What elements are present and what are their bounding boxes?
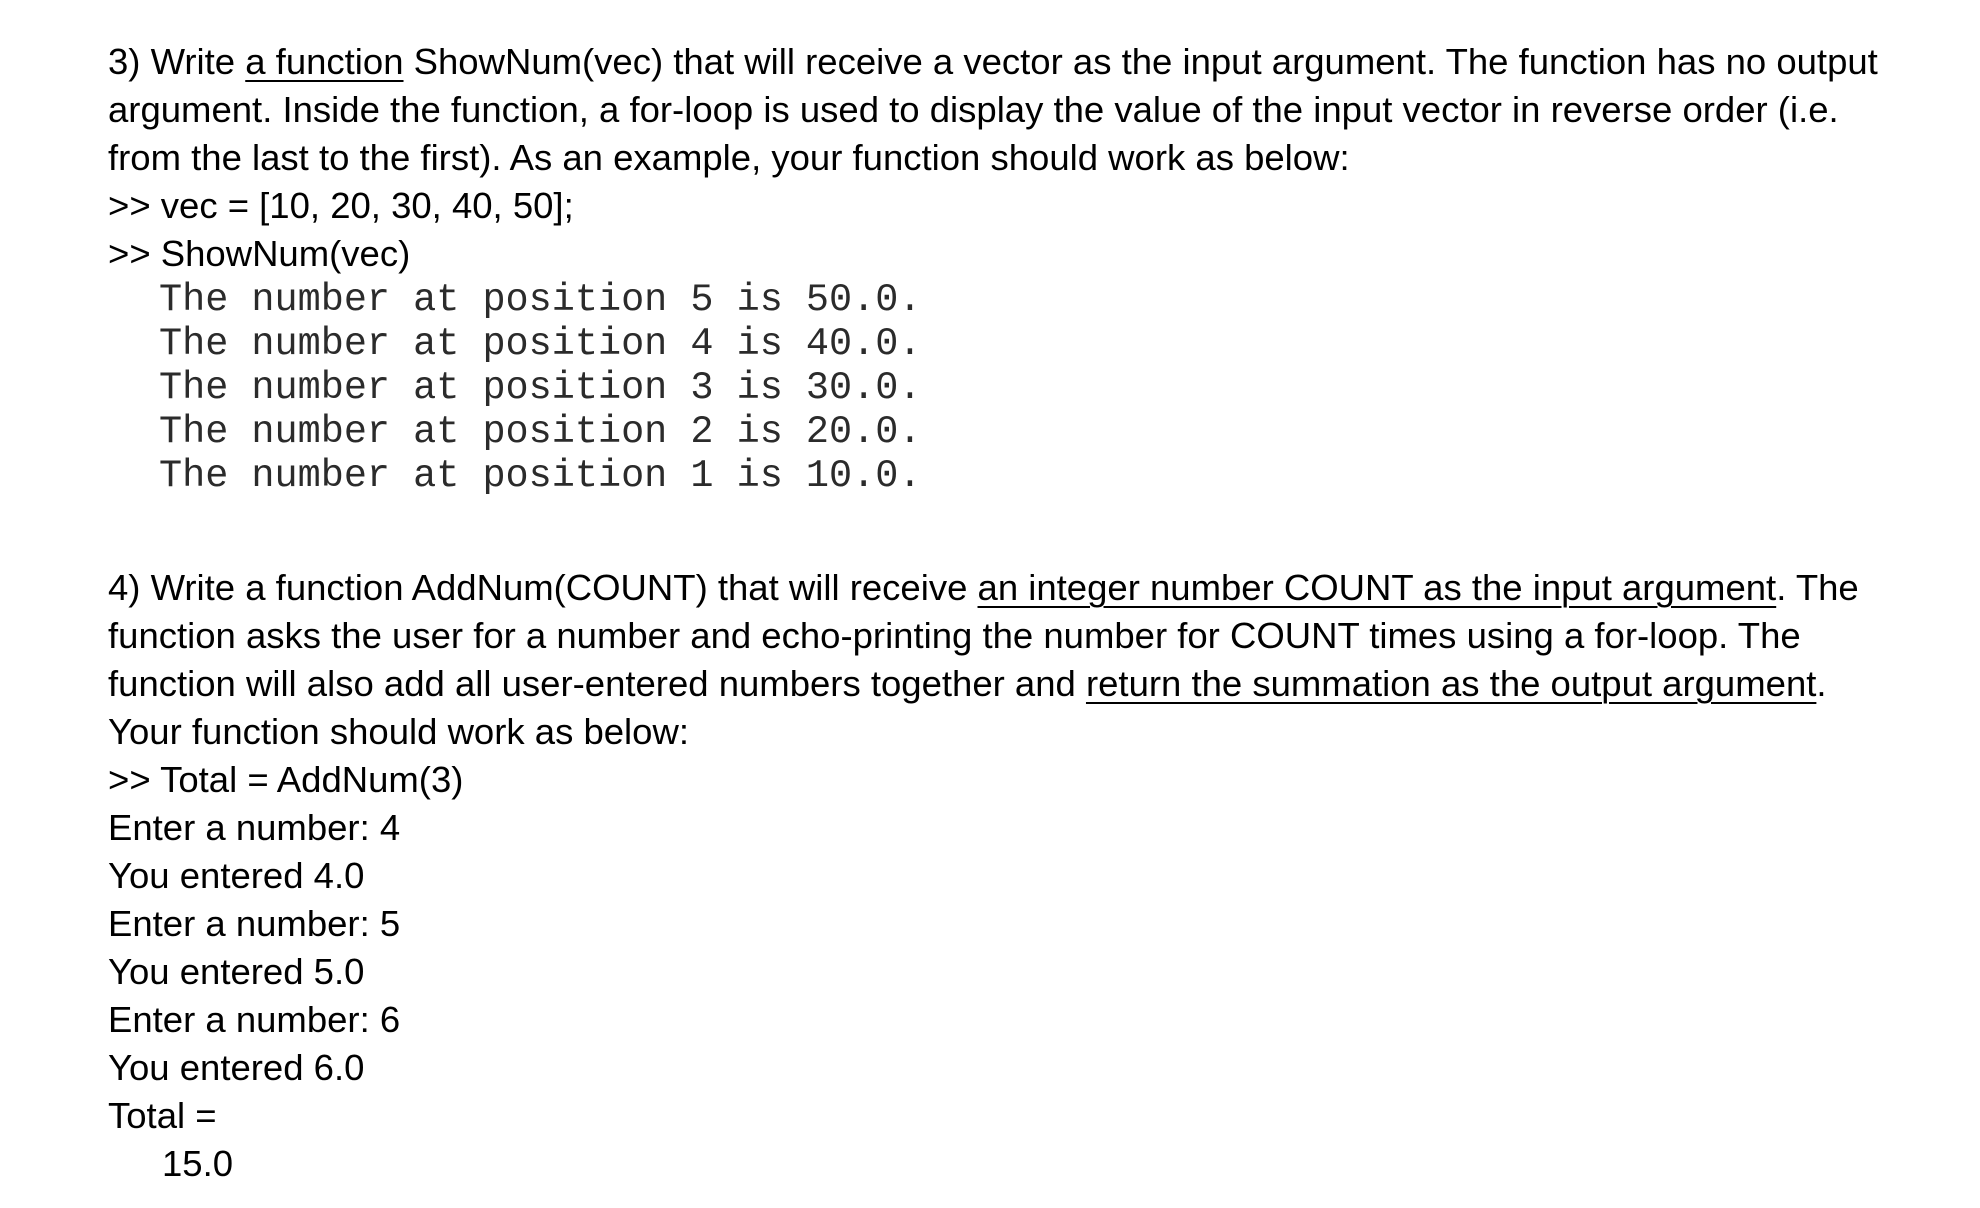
q4-session-line: Enter a number: 5 [108,903,401,944]
q4-intro-text-cont: . The [1776,567,1859,608]
q4-session-line: >> Total = AddNum(3) [108,759,464,800]
q4-intro-text: 4) Write a function AddNum(COUNT) that will receive [108,567,978,608]
q4-session-line: Enter a number: 4 [108,807,401,848]
q4-session-line: Enter a number: 6 [108,999,401,1040]
q4-result-value: 15.0 [162,1143,234,1184]
q4-intro-text: function will also add all user-entered numbers together and [108,663,1086,704]
q3-output-line: The number at position 1 is 10.0. [159,454,922,498]
q4-intro-line-1 [108,564,1948,612]
q3-output-line: The number at position 3 is 30.0. [159,366,922,410]
q4-underlined-output-phrase: return the summation as the output argument [1085,663,1817,704]
q4-session-line: You entered 6.0 [108,1047,365,1088]
q3-output-line: The number at position 4 is 40.0. [159,322,922,366]
q4-intro-line-2: function asks the user for a number and echo-printing the number for COUNT times using a for-loop. The [108,615,1801,656]
q3-output-block [159,278,1948,498]
q4-underlined-input-phrase: an integer number COUNT as the input argument [977,567,1777,608]
q4-session-block [108,756,1948,1188]
q4-intro-line-4: Your function should work as below: [108,711,689,752]
q3-command-1: >> vec = [10, 20, 30, 40, 50]; [108,185,574,226]
q3-output-line: The number at position 2 is 20.0. [159,410,922,454]
q4-session-line: You entered 5.0 [108,951,365,992]
question-4 [108,564,1948,1188]
q3-intro-line-1 [108,38,1948,86]
section-spacer [108,498,1948,564]
question-3 [108,38,1948,498]
q4-intro-period: . [1816,663,1827,704]
q3-underlined-phrase: a function [245,41,404,82]
q3-intro-text: 3) Write [108,41,246,82]
q4-session-line: Total = [108,1095,217,1136]
q3-command-2: >> ShowNum(vec) [108,233,411,274]
q3-intro-text-cont: ShowNum(vec) that will receive a vector as the input argument. The function has no output [403,41,1878,82]
q4-session-line: You entered 4.0 [108,855,365,896]
q3-intro-line-3: from the last to the first). As an example, your function should work as below: [108,137,1350,178]
q3-output-line: The number at position 5 is 50.0. [159,278,922,322]
q3-intro-line-2: argument. Inside the function, a for-loop is used to display the value of the input vector in reverse order (i.e. [108,89,1839,130]
q4-intro-line-3 [108,660,1948,708]
document-page [108,38,1948,1188]
